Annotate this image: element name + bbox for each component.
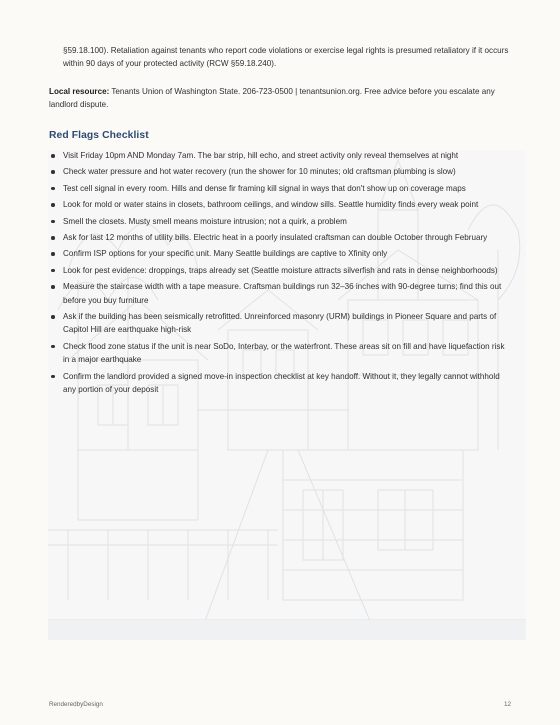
bullet-icon: [51, 285, 55, 289]
checklist-item: [49, 198, 509, 211]
intro-paragraph: §59.18.100). Retaliation against tenants who report code violations or exercise legal rights is presumed retaliatory if it occurs within 90 days of your protected activity (RCW §59.18.240).: [63, 46, 509, 69]
checklist-item: [49, 231, 509, 244]
bullet-icon: [51, 269, 55, 273]
checklist-item-text: Check water pressure and hot water recovery (run the shower for 10 minutes; old craftsman plumbing is slow): [63, 167, 456, 177]
checklist-item: [49, 280, 509, 307]
page-footer: [49, 699, 511, 713]
section-heading: Red Flags Checklist: [49, 130, 149, 141]
page-number: 12: [503, 701, 511, 708]
checklist-item-text: Confirm the landlord provided a signed move-in inspection checklist at key handoff. Without it, they legally cannot withhold any portion of your deposit: [63, 371, 500, 395]
bullet-icon: [51, 252, 55, 256]
checklist-item: [49, 370, 509, 397]
checklist-item: [49, 215, 509, 228]
checklist-item: [49, 149, 509, 162]
checklist-item-text: Smell the closets. Musty smell means moisture intrusion; not a quirk, a problem: [63, 216, 347, 226]
checklist-item-text: Check flood zone status if the unit is near SoDo, Interbay, or the waterfront. These areas sit on fill and have liquefaction risk in a major earthquake: [63, 341, 505, 365]
bullet-icon: [51, 187, 55, 191]
checklist-item-text: Measure the staircase width with a tape measure. Craftsman buildings run 32–36 inches with 90-degree turns; find this out before you buy furniture: [63, 282, 502, 305]
checklist-item-text: Confirm ISP options for your specific unit. Many Seattle buildings are captive to Xfinity only: [63, 249, 388, 259]
checklist-item: [49, 165, 509, 178]
checklist-item-text: Look for pest evidence: droppings, traps already set (Seattle moisture attracts silverfish and rats in dense neighborhoods): [63, 265, 498, 275]
checklist-item: [49, 310, 509, 337]
local-resource-text: Tenants Union of Washington State. 206-723-0500 | tenantsunion.org. Free advice before you escalate any landlord dispute.: [49, 86, 495, 110]
bullet-icon: [51, 345, 55, 349]
red-flags-checklist: [49, 149, 509, 397]
main-content: [49, 44, 509, 400]
bullet-icon: [51, 375, 55, 379]
checklist-item: [49, 340, 509, 367]
checklist-item-text: Test cell signal in every room. Hills and dense fir framing kill signal in ways that don't show up on coverage maps: [63, 183, 466, 193]
checklist-item: [49, 247, 509, 260]
checklist-item-text: Visit Friday 10pm AND Monday 7am. The bar strip, hill echo, and street activity only reveal themselves at night: [63, 151, 459, 160]
checklist-item: [49, 182, 509, 195]
bullet-icon: [51, 315, 55, 319]
local-resource-label: Local resource:: [49, 86, 110, 96]
bullet-icon: [51, 220, 55, 224]
checklist-item-text: Ask if the building has been seismically retrofitted. Unreinforced masonry (URM) buildings in Pioneer Square and parts of Capitol Hill are earthquake high-risk: [63, 312, 497, 335]
bullet-icon: [51, 236, 55, 240]
checklist-item-text: Ask for last 12 months of utility bills. Electric heat in a poorly insulated craftsman can double October through February: [63, 233, 488, 243]
bullet-icon: [51, 170, 55, 174]
checklist-item-text: Look for mold or water stains in closets, bathroom ceilings, and window sills. Seattle humidity finds every weak point: [63, 200, 479, 210]
bullet-icon: [51, 154, 55, 158]
footer-brand: RenderedbyDesign: [49, 701, 103, 708]
local-resource-paragraph: [49, 85, 509, 112]
bullet-icon: [51, 203, 55, 207]
checklist-item: [49, 264, 509, 277]
